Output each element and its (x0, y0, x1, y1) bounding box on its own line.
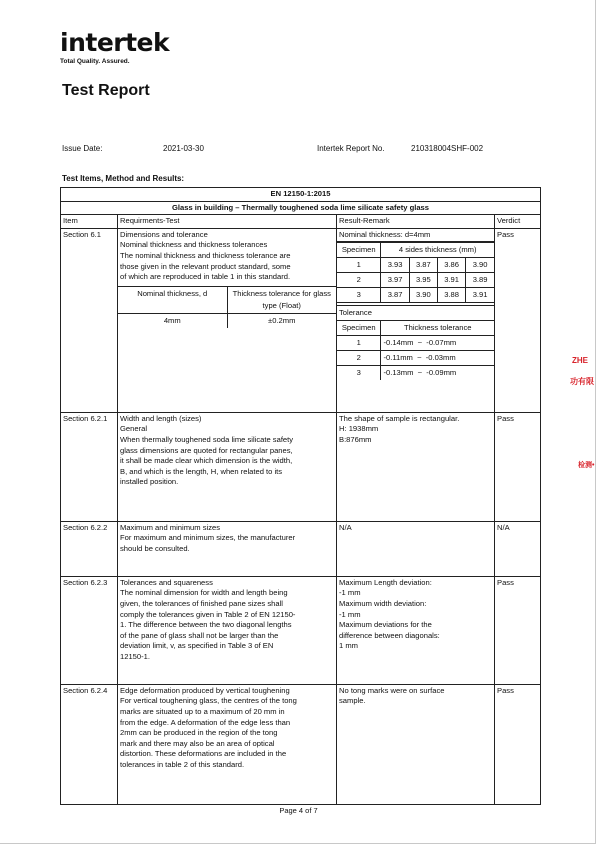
report-no-label: Intertek Report No. (317, 144, 385, 153)
result-cell: N/A (337, 521, 495, 576)
item-cell: Section 6.1 (61, 228, 118, 412)
thickness-measurements-table: Specimen 4 sides thickness (mm) 1 3.93 3.87 3.86 3.90 2 3.97 3.95 3.91 3.89 3 3.87 3.90 3.88 3.91 (337, 242, 494, 303)
result-cell: The shape of sample is rectangular. H: 1938mm B:876mm (337, 412, 495, 521)
logo-wordmark: intertek (60, 28, 170, 57)
table-row (61, 521, 541, 576)
thickness-tolerance-table: Tolerance Specimen Thickness tolerance 1 -0.14mm ~ -0.07mm 2 -0.11mm ~ -0.03mm 3 -0.13mm ~ -0.09mm (337, 305, 494, 380)
standard-subtitle: Glass in building – Thermally toughened soda lime silicate safety glass (61, 201, 541, 215)
requirement-cell: Width and length (sizes) General When thermally toughened soda lime silicate safety glass dimensions are quoted for rectangular panes, it shall be made clear which dimension is the width, B, and which is the length, H, when related to its installed position. (118, 412, 337, 521)
item-cell: Section 6.2.1 (61, 412, 118, 521)
results-table (60, 187, 541, 805)
table-row (61, 412, 541, 521)
logo-tagline: Total Quality. Assured. (60, 58, 130, 65)
result-cell: No tong marks were on surface sample. (337, 684, 495, 804)
table-header-row (61, 215, 541, 229)
header-requirements: Requirments-Test (118, 215, 337, 229)
table-row: Section 6.1 Dimensions and tolerance Nominal thickness and thickness tolerances The nominal thickness and thickness tolerance are those given in the relevant product standard, some of which are reproduced in table 1 in this standard. Nominal thickness, d Thickness tolerance for glass type (Float) 4mm ±0.2mm Nominal thickness: d=4mm Specimen 4 sides thickness (mm) 1 3.93 3.87 3.86 3.90 2 3.97 3.95 3.91 3.89 3 3.87 3.90 3.88 3.91 Tolerance Specimen Thickness tolerance 1 -0.14mm ~ -0.07mm 2 -0.11mm ~ -0.03mm 3 -0.13mm ~ -0.09mm Pass (61, 228, 541, 412)
header-verdict: Verdict (495, 215, 541, 229)
verdict-cell: Pass (495, 576, 541, 684)
item-cell: Section 6.2.3 (61, 576, 118, 684)
section-heading: Test Items, Method and Results: (62, 174, 185, 183)
issue-date-label: Issue Date: (62, 144, 103, 153)
header-item: Item (61, 215, 118, 229)
issue-date: 2021-03-30 (163, 144, 204, 153)
verdict-cell: Pass (495, 228, 541, 412)
table-row (61, 576, 541, 684)
requirement-cell: Tolerances and squareness The nominal dimension for width and length being given, the tolerances of finished pane sizes shall comply the tolerances given in Table 2 of EN 12150- 1. The difference between the two diagonal lengths of the pane of glass shall not be larger than the deviation limit, v, as specified in Table 3 of EN 12150-1. (118, 576, 337, 684)
standard-title: EN 12150-1:2015 (61, 188, 541, 202)
header-result: Result-Remark (337, 215, 495, 229)
page-title: Test Report (62, 82, 150, 99)
report-no: 210318004SHF-002 (411, 144, 484, 153)
red-seal-stamp: ZHE 功有限 检测• (570, 356, 595, 469)
item-cell: Section 6.2.2 (61, 521, 118, 576)
req-title: Dimensions and tolerance (120, 229, 208, 239)
nominal-thickness-result: Nominal thickness: d=4mm (337, 229, 494, 243)
result-cell: Maximum Length deviation: -1 mm Maximum width deviation: -1 mm Maximum deviations for the difference between diagonals: 1 mm (337, 576, 495, 684)
intertek-logo (60, 30, 169, 65)
requirement-cell: Maximum and minimum sizes For maximum and minimum sizes, the manufacturer should be consulted. (118, 521, 337, 576)
requirement-cell: Edge deformation produced by vertical toughening For vertical toughening glass, the centres of the tong marks are situated up to a maximum of 20 mm in from the edge. A deformation of the edge less than 2mm can be produced in the region of the tong mark and there may also be an area of optical distortion. These deformations are included in the tolerances in table 2 of this standard. (118, 684, 337, 804)
verdict-cell: N/A (495, 521, 541, 576)
page-number: Page 4 of 7 (279, 806, 318, 815)
table-row (61, 684, 541, 804)
verdict-cell: Pass (495, 412, 541, 521)
nominal-thickness-table: Nominal thickness, d Thickness tolerance for glass type (Float) 4mm ±0.2mm (118, 286, 336, 328)
verdict-cell: Pass (495, 684, 541, 804)
item-cell: Section 6.2.4 (61, 684, 118, 804)
